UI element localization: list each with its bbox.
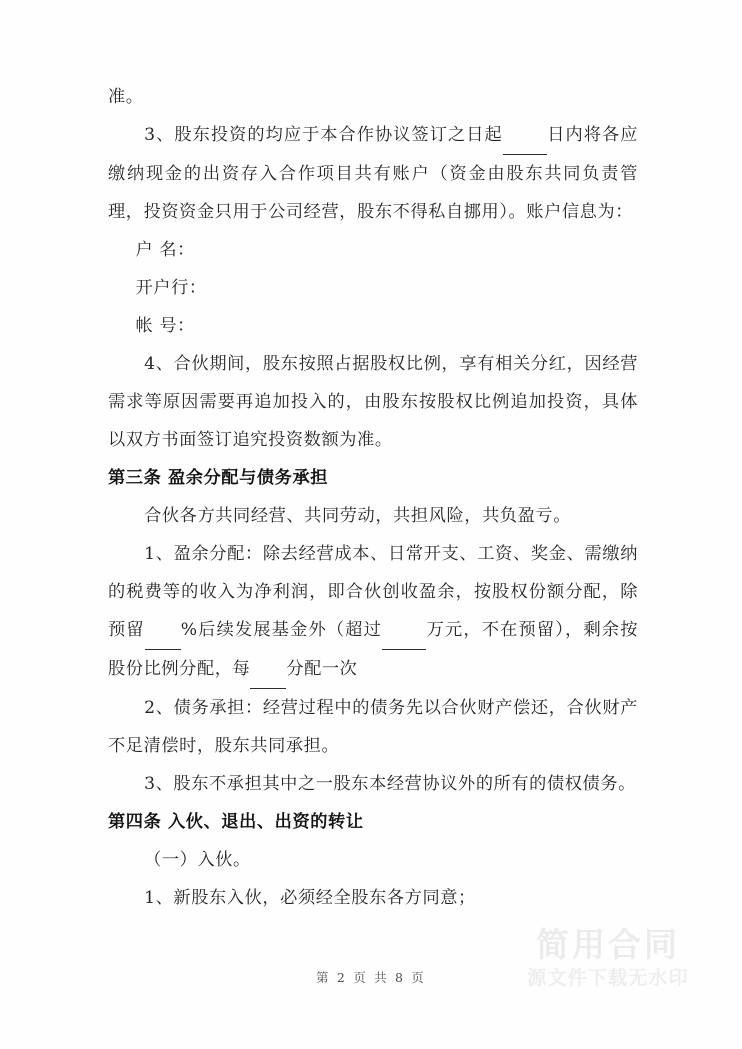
paragraph-text: 3、股东不承担其中之一股东本经营协议外的所有的债权债务。 — [144, 774, 636, 794]
paragraph-text: 日内将各应缴纳现金的出资存入合作项目共有账户（资金由股东共同负责管理，投资资金只用于公司经营，股东不得私自挪用）。账户信息为： — [108, 125, 638, 222]
paragraph-text: 准。 — [108, 87, 144, 107]
document-paragraph — [108, 269, 638, 307]
paragraph-text: 4、合伙期间，股东按照占据股权比例，享有相关分红，因经营需求等原因需要再追加投入的，由股东按股权比例追加投资，具体以双方书面签订追究投资数额为准。 — [108, 354, 638, 450]
section-heading — [108, 803, 638, 841]
watermark-subtitle-text: 源文件下载无水印 — [527, 967, 689, 989]
document-paragraph — [108, 116, 638, 231]
paragraph-text: 1、盈余分配：除去经营成本、日常开支、工资、奖金、需缴纳的税费等的收入为净利润，即合伙创收盈余，按股权份额分配，除预留 — [108, 544, 638, 640]
paragraph-text: %后续发展基金外（超过 — [180, 620, 383, 640]
paragraph-text: 户 名： — [135, 240, 195, 260]
document-paragraph — [108, 879, 638, 917]
fill-in-blank[interactable] — [250, 650, 286, 689]
document-paragraph — [108, 78, 638, 116]
document-paragraph — [108, 497, 638, 535]
paragraph-text: （一）入伙。 — [144, 850, 251, 870]
watermark-brand-text: 简用合同 — [536, 925, 680, 964]
page-number-label: 第 2 页 共 8 页 — [316, 970, 426, 985]
fill-in-blank[interactable] — [382, 611, 426, 650]
section-heading-text: 第三条 盈余分配与债务承担 — [108, 468, 329, 488]
document-paragraph — [108, 841, 638, 879]
fill-in-blank[interactable] — [503, 116, 547, 155]
paragraph-text: 分配一次 — [286, 659, 358, 679]
document-paragraph — [108, 231, 638, 269]
document-paragraph — [108, 307, 638, 345]
document-body — [108, 78, 638, 917]
section-heading — [108, 459, 638, 497]
paragraph-text: 2、债务承担：经营过程中的债务先以合伙财产偿还，合伙财产不足清偿时，股东共同承担。 — [108, 698, 638, 756]
fill-in-blank[interactable] — [145, 611, 181, 650]
document-paragraph — [108, 689, 638, 765]
document-paragraph — [108, 535, 638, 689]
paragraph-text: 开户行： — [135, 278, 207, 298]
paragraph-text: 合伙各方共同经营、共同劳动，共担风险，共负盈亏。 — [144, 506, 572, 526]
paragraph-text: 1、新股东入伙，必须经全股东各方同意； — [144, 888, 476, 908]
document-paragraph — [108, 765, 638, 803]
page-footer — [0, 968, 742, 986]
document-paragraph — [108, 345, 638, 459]
paragraph-text: 万元，不在预留），剩余按股份比例分配，每 — [108, 620, 639, 679]
paragraph-text: 3、股东投资的均应于本合作协议签订之日起 — [144, 125, 503, 145]
section-heading-text: 第四条 入伙、退出、出资的转让 — [108, 812, 364, 832]
paragraph-text: 帐 号： — [135, 316, 195, 336]
